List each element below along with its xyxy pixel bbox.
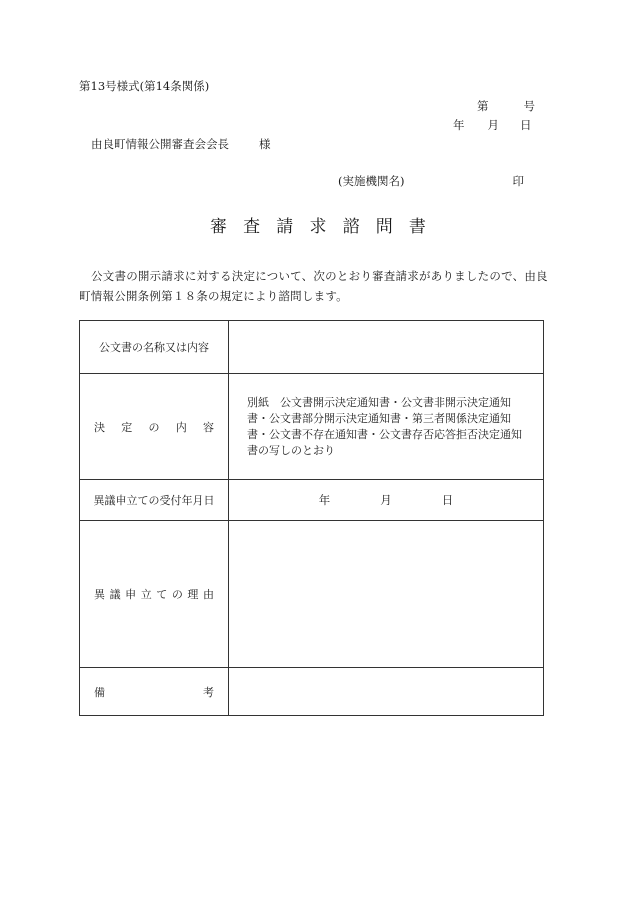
row-value <box>229 521 544 668</box>
label-char: 考 <box>203 685 214 699</box>
label-char: 備 <box>94 685 105 699</box>
date-year: 年 <box>453 118 465 132</box>
table-row <box>80 374 544 480</box>
row-value <box>229 321 544 374</box>
form-number: 第13号様式(第14条関係) <box>79 79 210 93</box>
label-char: の <box>171 588 183 601</box>
sender-label: (実施機関名) <box>338 174 405 188</box>
row-label <box>80 668 229 716</box>
document-title: 審査請求諮問書 <box>210 217 443 237</box>
label-char: て <box>156 588 168 601</box>
table-row <box>80 668 544 716</box>
number-prefix: 第 <box>477 99 489 113</box>
addressee <box>91 139 271 151</box>
label-char: 容 <box>203 420 214 434</box>
document-number <box>477 101 535 113</box>
label-char: 理 <box>187 588 199 601</box>
number-suffix: 号 <box>523 99 535 113</box>
date-month: 月 <box>380 493 392 507</box>
row-label <box>80 521 229 668</box>
label-char: 申 <box>125 588 137 601</box>
row-label <box>80 374 229 480</box>
label-char: 由 <box>202 588 214 601</box>
table-row <box>80 480 544 521</box>
row-value <box>229 668 544 716</box>
honorific: 様 <box>259 137 271 151</box>
label-char: 異 <box>94 588 105 601</box>
label-char: 内 <box>175 420 187 434</box>
row-value <box>229 374 544 480</box>
label-char: 定 <box>121 420 133 434</box>
label-char: の <box>148 420 160 434</box>
row-label: 異議申立ての受付年月日 <box>80 480 229 521</box>
table-row <box>80 521 544 668</box>
date-day: 日 <box>520 118 532 132</box>
date-year: 年 <box>318 493 331 507</box>
body-paragraph: 公文書の開示請求に対する決定について、次のとおり審査請求がありましたので、由良町情報公開条例第１８条の規定により諮問します。 <box>79 269 548 303</box>
table-row <box>80 321 544 374</box>
decision-text: 別紙 公文書開示決定通知書・公文書非開示決定通知書・公文書部分開示決定通知書・第三者関係決定通知書・公文書不存在通知書・公文書存否応答拒否決定通知書の写しのとおり <box>247 395 522 457</box>
label-char: 決 <box>94 420 105 434</box>
addressee-name: 由良町情報公開審査会会長 <box>91 137 229 151</box>
seal-mark: 印 <box>512 174 524 188</box>
label-char: 立 <box>140 588 152 601</box>
label-char: 議 <box>109 588 121 601</box>
sender <box>338 176 524 188</box>
date-day: 日 <box>441 493 454 507</box>
document-date <box>453 120 532 132</box>
date-month: 月 <box>487 118 499 132</box>
row-label: 公文書の名称又は内容 <box>80 321 229 374</box>
info-table <box>79 320 544 716</box>
row-value <box>229 480 544 521</box>
